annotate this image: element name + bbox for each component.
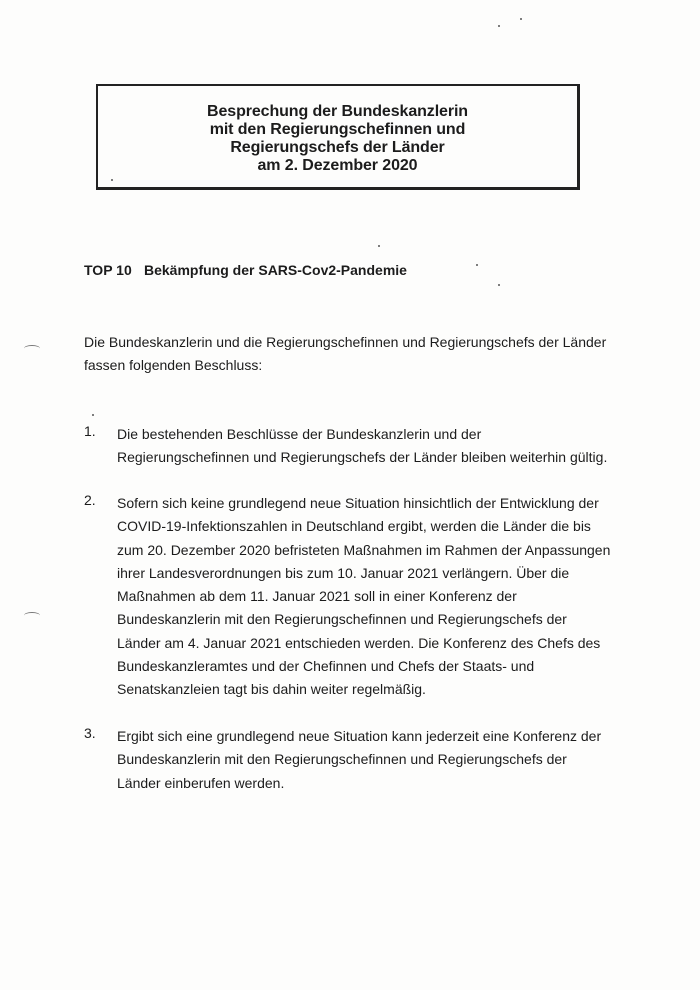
list-item-line: COVID-19-Infektionszahlen in Deutschland ergibt, werden die Länder die bis [117,518,591,535]
list-item-line: Sofern sich keine grundlegend neue Situation hinsichtlich der Entwicklung der [117,495,599,511]
list-item-line: Länder am 4. Januar 2021 entschieden werden. Die Konferenz des Chefs des [117,634,601,651]
list-item-line: Bundeskanzleramtes und der Chefinnen und Chefs der Staats- und [117,658,535,675]
agenda-number: TOP 10 [84,262,132,278]
list-item-line: Bundeskanzlerin mit den Regierungschefinnen und Regierungschefs der [117,611,567,628]
intro-line: fassen folgenden Beschluss: [84,356,263,373]
scan-speck [520,18,522,20]
list-item-text [117,423,607,470]
list-item-number: 3. [84,725,96,741]
agenda-heading [84,262,407,278]
title-box [96,84,580,190]
scan-speck [498,284,500,286]
list-item-text [117,725,601,795]
scan-speck [92,414,94,416]
title-line: Besprechung der Bundeskanzlerin [207,103,468,120]
scan-mark [24,345,40,352]
scan-speck [476,264,478,266]
list-item-text [117,492,610,702]
scan-speck [378,245,380,247]
title-line: mit den Regierungschefinnen und [209,121,466,138]
list-item-line: Maßnahmen ab dem 11. Januar 2021 soll in einer Konferenz der [117,588,517,605]
list-item-number: 1. [84,423,96,439]
list-item-line: Regierungschefinnen und Regierungschefs der Länder bleiben weiterhin gültig. [117,449,608,466]
title-line: Regierungschefs der Länder [230,139,445,156]
title-line: am 2. Dezember 2020 [257,157,418,174]
list-item-line: Ergibt sich eine grundlegend neue Situation kann jederzeit eine Konferenz der [117,728,602,744]
list-item-line: Länder einberufen werden. [117,774,285,791]
scan-mark [24,612,40,619]
list-item-number: 2. [84,492,96,508]
list-item-line: ihrer Landesverordnungen bis zum 10. Januar 2021 verlängern. Über die [117,564,570,581]
intro-paragraph [84,331,624,376]
scan-speck [498,25,500,27]
list-item-line: Bundeskanzlerin mit den Regierungschefinnen und Regierungschefs der [117,751,567,768]
intro-line: Die Bundeskanzlerin und die Regierungschefinnen und Regierungschefs der Länder [84,334,607,350]
list-item-line: Senatskanzleien tagt bis dahin weiter regelmäßig. [117,681,426,698]
agenda-title: Bekämpfung der SARS-Cov2-Pandemie [144,262,407,278]
list-item-line: zum 20. Dezember 2020 befristeten Maßnahmen im Rahmen der Anpassungen [117,541,611,558]
list-item-line: Die bestehenden Beschlüsse der Bundeskanzlerin und der [117,426,482,442]
